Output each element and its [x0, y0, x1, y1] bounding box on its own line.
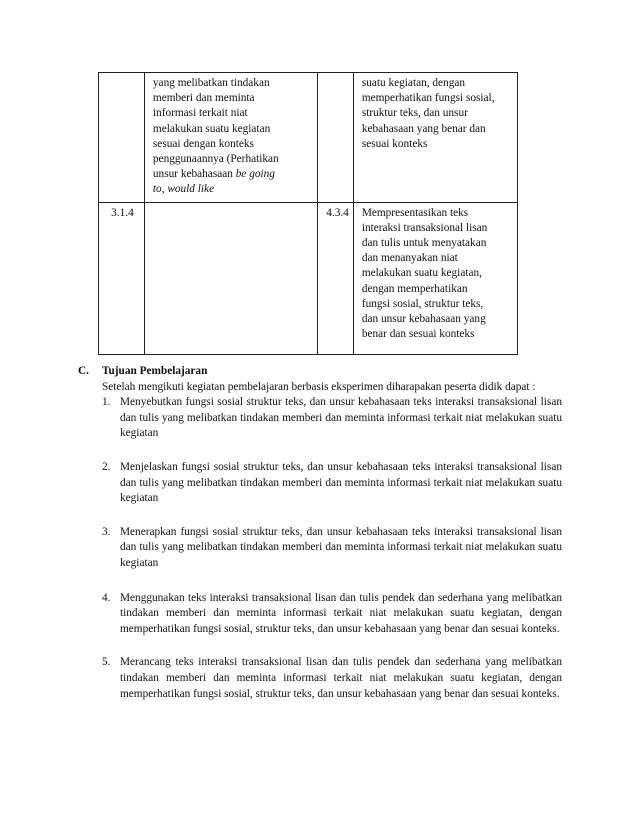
text-line: sesuai konteks — [361, 137, 428, 150]
text-line: kebahasaan yang benar dan — [361, 122, 486, 135]
text-line: melakukan suatu kegiatan, — [361, 267, 482, 280]
section-title: Tujuan Pembelajaran — [102, 365, 208, 377]
italic-text: be going — [235, 168, 275, 181]
section-intro: Setelah mengikuti kegiatan pembelajaran berbasis eksperimen diharapakan peserta didik dapat : — [102, 380, 536, 393]
list-item — [102, 460, 562, 507]
list-item — [102, 395, 562, 442]
text-line: benar dan sesuai konteks — [361, 328, 475, 341]
text-line — [153, 167, 311, 182]
list-text: Merancang teks interaksi transaksional lisan dan tulis pendek dan sederhana yang melibatkan tindakan memberi dan meminta informasi terkait niat melakukan suatu kegiatan, dengan memperhatikan fungsi sosial, struktur teks, dan unsur kebahasaan yang benar dan sesuai konteks. — [120, 656, 562, 700]
section-heading — [78, 364, 562, 380]
list-text: Menyebutkan fungsi sosial struktur teks, dan unsur kebahasaan teks interaksi transaksional lisan dan tulis yang melibatkan tindakan memberi dan meminta informasi terkait niat melakukan suatu kegiatan — [120, 396, 562, 440]
list-item — [102, 525, 562, 572]
learning-objectives-section — [78, 364, 562, 702]
list-number: 1. — [102, 396, 111, 409]
text-line: melakukan suatu kegiatan — [152, 122, 271, 135]
text-line — [153, 182, 311, 197]
text-line: struktur teks, dan unsur — [361, 107, 468, 120]
list-number: 5. — [102, 656, 111, 669]
table-cell-indicator-a — [144, 202, 317, 354]
list-text: Menerapkan fungsi sosial struktur teks, dan unsur kebahasaan teks interaksi transaksional lisan dan tulis yang melibatkan tindakan memberi dan meminta informasi terkait niat melakukan suatu kegiatan — [120, 525, 562, 569]
table-cell-indicator-b — [353, 202, 517, 354]
list-item — [102, 655, 562, 702]
text-line: dan unsur kebahasaan yang — [361, 313, 486, 326]
objectives-list — [78, 395, 562, 702]
text-line: memberi dan meminta — [152, 92, 255, 105]
text-line: penggunaannya (Perhatikan — [152, 153, 279, 166]
list-number: 3. — [102, 525, 111, 538]
text-line: dengan memperhatikan — [361, 282, 468, 295]
section-letter: C. — [78, 365, 89, 377]
list-text: Menggunakan teks interaksi transaksional lisan dan tulis pendek dan sederhana yang melibatkan tindakan memberi dan meminta informasi terkait niat melakukan suatu kegiatan, dengan memperhatikan fungsi sosial, struktur teks, dan unsur kebahasaan yang benar dan sesuai konteks. — [120, 591, 562, 635]
text-line: Mempresentasikan teks — [361, 206, 469, 219]
list-item — [102, 591, 562, 638]
text-line: fungsi sosial, struktur teks, — [361, 297, 484, 310]
table-row — [99, 73, 518, 203]
list-text: Menjelaskan fungsi sosial struktur teks, dan unsur kebahasaan teks interaksi transaksional lisan dan tulis yang melibatkan tindakan memberi dan meminta informasi terkait niat melakukan suatu kegiatan — [120, 460, 562, 505]
table-cell-code-b — [318, 73, 354, 203]
italic-text: to, would like — [152, 183, 215, 196]
text-line: suatu kegiatan, dengan — [361, 77, 466, 89]
text-line: dan tulis untuk menyatakan — [361, 237, 487, 250]
text-line: interaksi transaksional lisan — [361, 221, 488, 234]
text-line: dan menanyakan niat — [361, 252, 458, 265]
table-cell-code-a: 3.1.4 — [99, 202, 145, 354]
text-line: memperhatikan fungsi sosial, — [361, 92, 495, 105]
table-cell-code-a — [99, 73, 145, 203]
text-segment: unsur kebahasaan — [152, 168, 233, 181]
table-row — [99, 202, 518, 354]
list-number: 2. — [102, 460, 111, 473]
list-number: 4. — [102, 591, 111, 604]
table-cell-code-b: 4.3.4 — [318, 202, 354, 354]
text-line: yang melibatkan tindakan — [152, 77, 270, 89]
table-cell-indicator-a — [144, 73, 317, 203]
text-line: sesuai dengan konteks — [152, 137, 254, 150]
text-line: informasi terkait niat — [152, 107, 248, 120]
competency-table — [98, 72, 518, 355]
table-cell-indicator-b — [353, 73, 517, 203]
